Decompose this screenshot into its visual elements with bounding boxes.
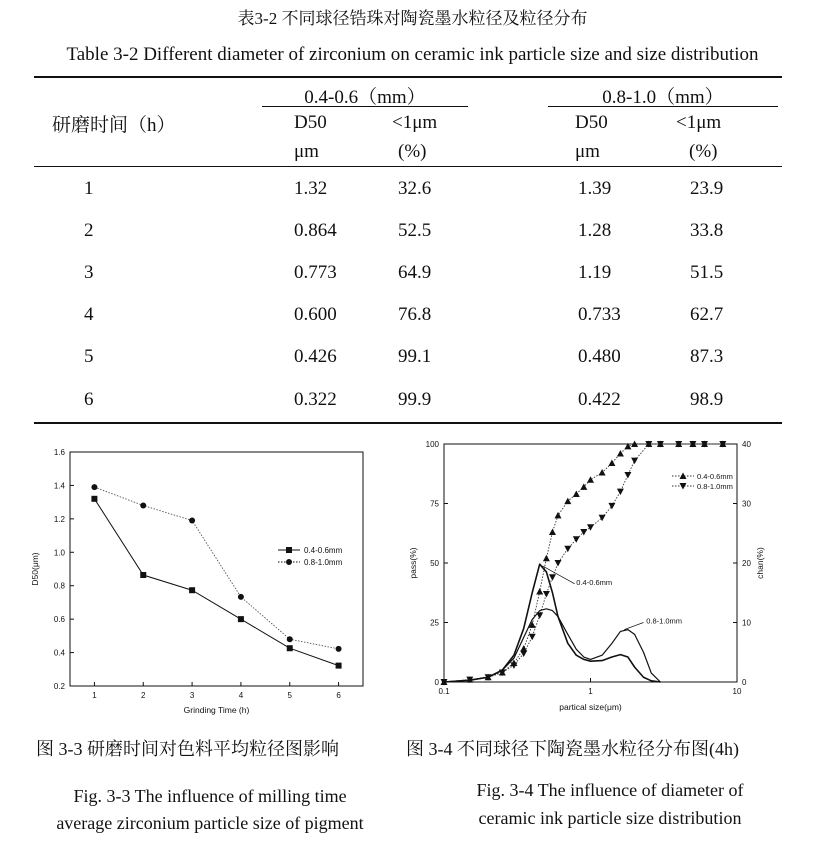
x-axis-label: partical size(μm) <box>559 702 622 712</box>
table-top-rule <box>34 76 782 78</box>
cell-pct-small: 99.1 <box>398 346 432 367</box>
x-tick-label: 4 <box>238 691 244 700</box>
cell-d50-small: 0.426 <box>294 346 337 367</box>
cell-d50-small: 1.32 <box>294 178 328 199</box>
data-point <box>336 646 342 652</box>
x-tick-label: 5 <box>287 691 292 700</box>
cell-d50-small: 0.773 <box>294 262 337 283</box>
cell-d50-large: 0.480 <box>578 346 621 367</box>
y-tick-label: 0.6 <box>53 615 65 625</box>
cell-d50-large: 1.19 <box>578 262 612 283</box>
y-left-axis-label: pass(%) <box>408 547 418 579</box>
legend-label: 0.8-1.0mm <box>304 558 343 567</box>
data-point <box>287 636 293 642</box>
x-tick-label: 1 <box>588 687 593 696</box>
cell-time: 6 <box>84 389 94 410</box>
data-point <box>287 645 293 651</box>
cumulative-point <box>554 560 561 567</box>
figure-3-3-chart <box>20 436 375 721</box>
data-point <box>336 663 342 669</box>
cell-pct-large: 62.7 <box>690 304 724 325</box>
x-tick-label: 0.1 <box>438 687 450 696</box>
y-tick-label: 0.4 <box>53 648 65 658</box>
cell-pct-small: 76.8 <box>398 304 432 325</box>
cumulative-point <box>580 483 587 490</box>
y-right-tick-label: 20 <box>742 559 751 568</box>
table-title-en: Table 3-2 Different diameter of zirconium on ceramic ink particle size and size distribution <box>66 44 759 65</box>
col-d50-unit-1: μm <box>294 141 319 162</box>
cumulative-point <box>608 460 615 467</box>
curve-label-leader <box>624 623 643 630</box>
cell-d50-small: 0.864 <box>294 220 337 241</box>
group2-header: 0.8-1.0（mm） <box>602 87 724 108</box>
cumulative-line-small-bead <box>444 444 723 682</box>
cumulative-line-large-bead <box>444 444 723 682</box>
col-d50-1: D50 <box>294 112 327 133</box>
cumulative-point <box>599 515 606 522</box>
col-lt1-unit-2: (%) <box>689 141 718 162</box>
row-header: 研磨时间（h） <box>52 115 176 136</box>
y-right-axis-label: chan(%) <box>755 547 765 579</box>
cell-d50-small: 0.322 <box>294 389 337 410</box>
cell-time: 1 <box>84 178 94 199</box>
col-d50-unit-2: μm <box>575 141 600 162</box>
fig34-caption-en-1: Fig. 3-4 The influence of diameter of <box>476 780 744 800</box>
cumulative-point <box>587 524 594 531</box>
cumulative-point <box>631 458 638 465</box>
table-header-rule <box>34 166 782 167</box>
y-tick-label: 1.0 <box>53 548 65 558</box>
cumulative-point <box>624 472 631 479</box>
x-tick-label: 6 <box>336 691 341 700</box>
cumulative-point <box>549 529 556 536</box>
cumulative-point <box>617 489 624 496</box>
y-right-tick-label: 10 <box>742 618 751 628</box>
y-left-tick-label: 25 <box>430 618 439 628</box>
cell-time: 4 <box>84 304 94 325</box>
y-axis-label: D50(μm) <box>30 552 40 586</box>
x-tick-label: 3 <box>189 691 195 700</box>
figure-3-4-chart <box>400 432 795 722</box>
legend-label: 0.8-1.0mm <box>697 482 733 491</box>
x-tick-label: 10 <box>732 687 742 696</box>
y-left-tick-label: 100 <box>425 440 439 449</box>
cumulative-point <box>573 536 580 543</box>
cell-d50-large: 1.28 <box>578 220 612 241</box>
y-tick-label: 0.2 <box>53 682 65 691</box>
cell-d50-large: 0.422 <box>578 389 621 410</box>
fig34-caption-en-2: ceramic ink particle size distribution <box>478 808 742 828</box>
data-point <box>189 518 195 524</box>
col-d50-2: D50 <box>575 112 608 133</box>
y-left-tick-label: 50 <box>430 559 439 568</box>
cell-time: 2 <box>84 220 94 241</box>
y-right-tick-label: 0 <box>742 678 747 687</box>
col-lt1-unit-1: (%) <box>398 141 427 162</box>
table-bottom-rule <box>34 422 782 424</box>
cell-d50-small: 0.600 <box>294 304 337 325</box>
x-axis-label: Grinding Time (h) <box>183 705 250 715</box>
legend-marker <box>286 547 292 553</box>
y-left-tick-label: 0 <box>434 678 439 687</box>
cumulative-point <box>587 476 594 483</box>
cell-time: 3 <box>84 262 94 283</box>
curve-label: 0.4-0.6mm <box>576 578 613 588</box>
cell-pct-small: 52.5 <box>398 220 432 241</box>
cell-pct-small: 99.9 <box>398 389 432 410</box>
series-line-small-bead <box>94 499 338 666</box>
cell-pct-small: 64.9 <box>398 262 432 283</box>
cumulative-point <box>536 588 543 595</box>
legend-marker <box>286 559 292 565</box>
data-point <box>140 572 146 578</box>
y-right-tick-label: 30 <box>742 499 751 509</box>
y-right-tick-label: 40 <box>742 440 751 449</box>
data-point <box>91 496 97 502</box>
x-tick-label: 1 <box>92 691 97 700</box>
curve-label: 0.8-1.0mm <box>646 616 683 626</box>
cell-time: 5 <box>84 346 94 367</box>
y-tick-label: 1.2 <box>53 514 65 524</box>
y-tick-label: 1.4 <box>53 481 65 491</box>
fig33-caption-en-1: Fig. 3-3 The influence of milling time <box>73 786 347 806</box>
data-point <box>91 484 97 490</box>
y-left-tick-label: 75 <box>430 499 439 509</box>
data-point <box>140 502 146 508</box>
cell-pct-small: 32.6 <box>398 178 432 199</box>
legend-label: 0.4-0.6mm <box>304 546 343 555</box>
table-title-cn: 表3-2 不同球径锆珠对陶瓷墨水粒径及粒径分布 <box>237 9 588 28</box>
y-tick-label: 0.8 <box>53 581 65 591</box>
legend-label: 0.4-0.6mm <box>697 472 733 481</box>
col-lt1-2: <1μm <box>676 112 722 133</box>
cell-pct-large: 87.3 <box>690 346 724 367</box>
data-point <box>189 587 195 593</box>
series-line-large-bead <box>94 487 338 649</box>
data-point <box>238 594 244 600</box>
cumulative-point <box>549 574 556 581</box>
cumulative-point <box>529 634 536 641</box>
col-lt1-1: <1μm <box>392 112 438 133</box>
differential-line-small-bead <box>444 564 660 682</box>
cell-d50-large: 1.39 <box>578 178 612 199</box>
cell-pct-large: 33.8 <box>690 220 724 241</box>
cell-pct-large: 23.9 <box>690 178 724 199</box>
differential-line-large-bead <box>444 609 660 682</box>
cumulative-point <box>554 512 561 519</box>
fig34-caption-cn: 图 3-4 不同球径下陶瓷墨水粒径分布图(4h) <box>406 739 739 759</box>
cumulative-point <box>543 591 550 598</box>
cumulative-point <box>608 503 615 510</box>
cumulative-point <box>564 546 571 553</box>
cumulative-point <box>543 555 550 562</box>
cell-d50-large: 0.733 <box>578 304 621 325</box>
y-tick-label: 1.6 <box>53 448 65 457</box>
cell-pct-large: 98.9 <box>690 389 724 410</box>
plot-frame <box>70 452 363 686</box>
fig33-caption-en-2: average zirconium particle size of pigment <box>56 813 364 833</box>
data-point <box>238 616 244 622</box>
x-tick-label: 2 <box>141 691 146 700</box>
cell-pct-large: 51.5 <box>690 262 724 283</box>
fig33-caption-cn: 图 3-3 研磨时间对色料平均粒径图影响 <box>36 739 339 759</box>
group1-header: 0.4-0.6（mm） <box>304 87 426 108</box>
